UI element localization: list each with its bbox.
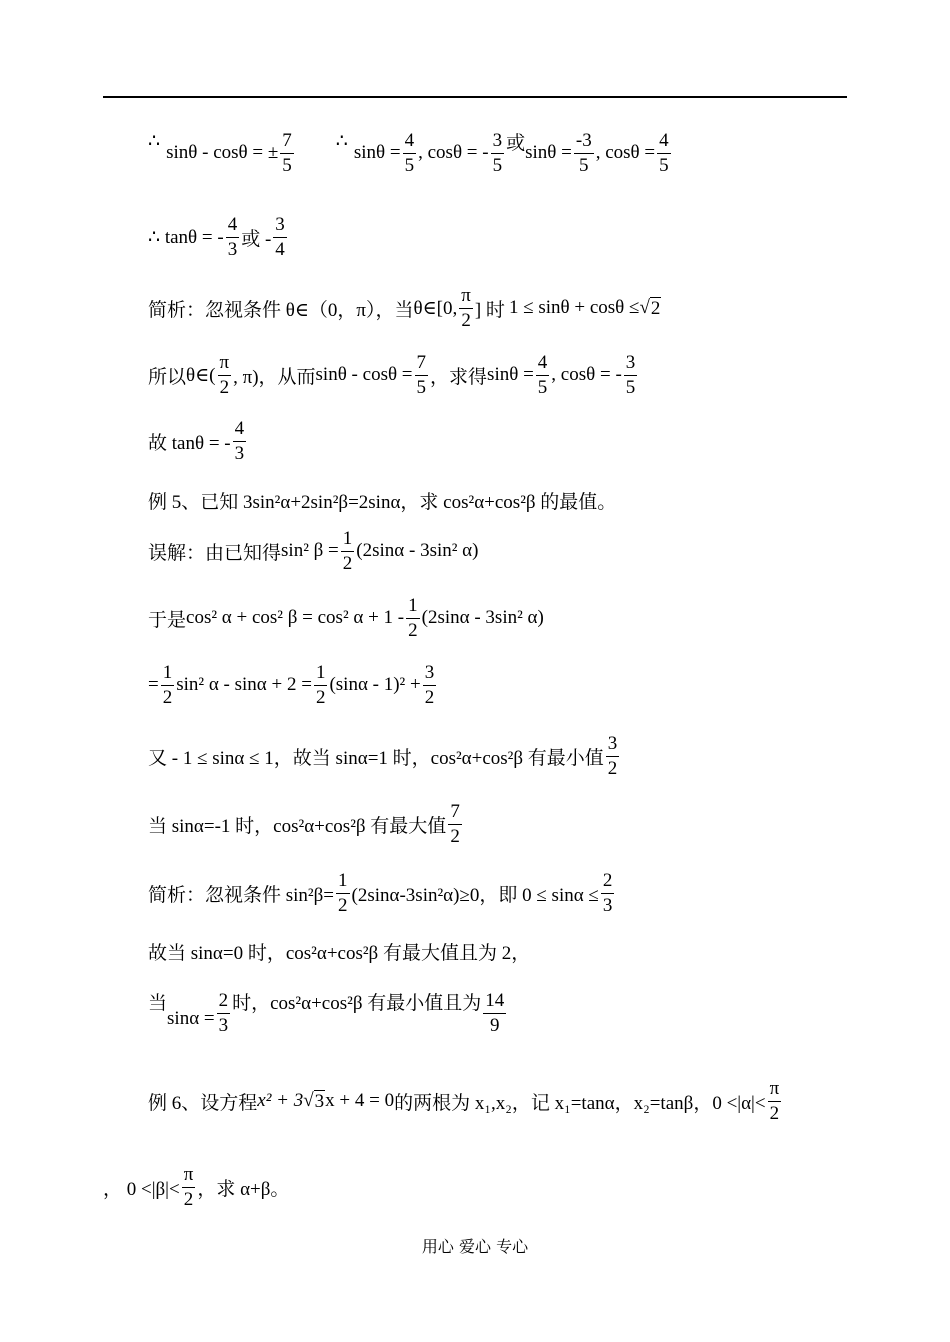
equation-text: x² + 3 xyxy=(257,1090,304,1112)
fraction: $\frac{3}{4}$ xyxy=(275,214,285,260)
equation-text: = xyxy=(148,674,159,696)
text: ， 0 <|β|< xyxy=(103,1178,180,1200)
line-5 xyxy=(148,418,248,465)
line-9 xyxy=(148,662,438,709)
text: 于是 xyxy=(148,609,187,631)
fraction: $\frac{1}{2}$ xyxy=(342,528,353,574)
fraction: $\frac{1}{2}$ xyxy=(162,662,173,708)
equation-text: cos² α + cos² β = cos² α + 1 - xyxy=(186,607,405,629)
line-7 xyxy=(148,528,478,575)
text: 时，cos²α+cos²β 有最小值且为 xyxy=(232,992,482,1014)
equation-text: sinθ - cosθ = xyxy=(315,364,413,386)
line-12 xyxy=(148,870,616,917)
equation-text: sin² β = xyxy=(281,540,339,562)
fraction: $\frac{\pi}{2}$ xyxy=(219,352,230,398)
fraction: $\frac{7}{5}$ xyxy=(416,352,427,398)
text: ，求 α+β。 xyxy=(197,1178,290,1200)
line-8 xyxy=(148,595,544,642)
text: 所以 xyxy=(148,366,187,388)
sqrt-symbol: √ xyxy=(639,297,650,319)
line-15 xyxy=(148,1078,783,1125)
equation-text: sin² α - sinα + 2 = xyxy=(176,674,312,696)
equation-text: , cosθ = - xyxy=(551,364,622,386)
fraction: $\frac{14}{9}$ xyxy=(485,990,505,1036)
or-text: 或 - xyxy=(241,228,272,250)
equation-text: (2sinα - 3sin² α) xyxy=(421,607,544,629)
page-footer: 用心 爱心 专心 xyxy=(421,1237,529,1256)
equation-text: (sinα - 1)² + xyxy=(329,674,421,696)
fraction: $\frac{4}{5}$ xyxy=(537,352,548,398)
fraction: $\frac{4}{3}$ xyxy=(234,418,245,464)
fraction: $\frac{1}{2}$ xyxy=(315,662,326,708)
fraction: $\frac{3}{5}$ xyxy=(492,130,503,176)
equation-text: 1 ≤ sinθ + cosθ ≤ xyxy=(508,297,640,319)
fraction: $\frac{3}{5}$ xyxy=(625,352,636,398)
equation-text: , π)，从而 xyxy=(233,366,316,388)
line-1 xyxy=(148,130,673,177)
fraction: $\frac{3}{2}$ xyxy=(607,733,618,779)
fraction: $\frac{4}{5}$ xyxy=(659,130,669,176)
equation-text: , cosθ = xyxy=(595,142,656,164)
line-10 xyxy=(148,733,621,780)
line-11 xyxy=(148,801,464,848)
equation-text: (2sinα-3sin²α)≥0，即 0 ≤ sinα ≤ xyxy=(351,884,599,906)
header-rule xyxy=(103,96,847,98)
fraction: $\frac{4}{5}$ xyxy=(404,130,415,176)
equation-text: x + 4 = 0 xyxy=(325,1090,395,1112)
line-3 xyxy=(148,285,661,332)
fraction: $\frac{\pi}{2}$ xyxy=(769,1078,780,1124)
text: 的两根为 x₁,x₂，记 x₁=tanα，x₂=tanβ，0 <|α|< xyxy=(394,1092,766,1114)
text: 当 sinα=-1 时，cos²α+cos²β 有最大值 xyxy=(148,815,447,837)
fraction: $\frac{\pi}{2}$ xyxy=(183,1164,194,1210)
text: 又 - 1 ≤ sinα ≤ 1，故当 sinα=1 时，cos²α+cos²β 有最小值 xyxy=(148,747,604,769)
example-5-text: 例 5、已知 3sin²α+2sin²β=2sinα，求 cos²α+cos²β 的最值。 xyxy=(148,492,617,513)
fraction: $\frac{1}{2}$ xyxy=(338,870,348,916)
text: 故当 sinα=0 时，cos²α+cos²β 有最大值且为 2， xyxy=(148,943,531,964)
line-4 xyxy=(148,352,639,399)
fraction: $\frac{4}{3}$ xyxy=(227,214,238,260)
equation-text: sinα = xyxy=(167,1008,215,1030)
line-16 xyxy=(103,1164,289,1211)
sqrt-radicand: 2 xyxy=(650,297,661,319)
fraction: $\frac{\pi}{2}$ xyxy=(461,285,471,331)
equation-text: sinθ = xyxy=(353,142,401,164)
fraction: $\frac{2}{3}$ xyxy=(602,870,613,916)
equation-text: , cosθ = - xyxy=(418,142,489,164)
equation-text: sinθ = xyxy=(487,364,534,386)
fraction: $\frac{3}{2}$ xyxy=(424,662,435,708)
text: ，求得 xyxy=(430,366,488,388)
text: 误解：由已知得 xyxy=(148,542,282,564)
equation-text: (2sinα - 3sin² α) xyxy=(356,540,479,562)
fraction: $\frac{2}{3}$ xyxy=(218,990,229,1036)
example-6-text: 例 6、设方程 xyxy=(148,1092,258,1114)
fraction: $\frac{7}{5}$ xyxy=(282,130,292,176)
equation-text: sinθ = xyxy=(525,142,572,164)
equation-text: θ∈( xyxy=(186,364,216,386)
therefore-symbol: ∴ xyxy=(335,130,348,152)
equation-text: θ∈[0, xyxy=(413,297,458,319)
sqrt-symbol: √ xyxy=(303,1090,314,1112)
equation-text: 故 tanθ = - xyxy=(148,432,231,454)
fraction: $\frac{-3}{5}$ xyxy=(575,130,592,176)
text: 当 xyxy=(148,992,168,1014)
equation-text: ∴ tanθ = - xyxy=(148,226,224,248)
line-13 xyxy=(148,938,530,965)
analysis-text: 简析：忽视条件 sin²β= xyxy=(148,884,335,906)
fraction: $\frac{7}{2}$ xyxy=(450,801,460,847)
or-text: 或 xyxy=(506,132,526,154)
line-6 xyxy=(148,487,616,514)
line-14 xyxy=(148,990,508,1037)
sqrt-radicand: 3 xyxy=(314,1090,325,1112)
equation-text: sinθ - cosθ = ± xyxy=(166,142,279,164)
fraction: $\frac{1}{2}$ xyxy=(408,595,418,641)
therefore-symbol: ∴ xyxy=(148,130,161,152)
analysis-text: 简析：忽视条件 θ∈（0，π），当 xyxy=(148,299,414,321)
equation-text: ] 时 xyxy=(474,299,505,321)
line-2 xyxy=(148,214,289,261)
